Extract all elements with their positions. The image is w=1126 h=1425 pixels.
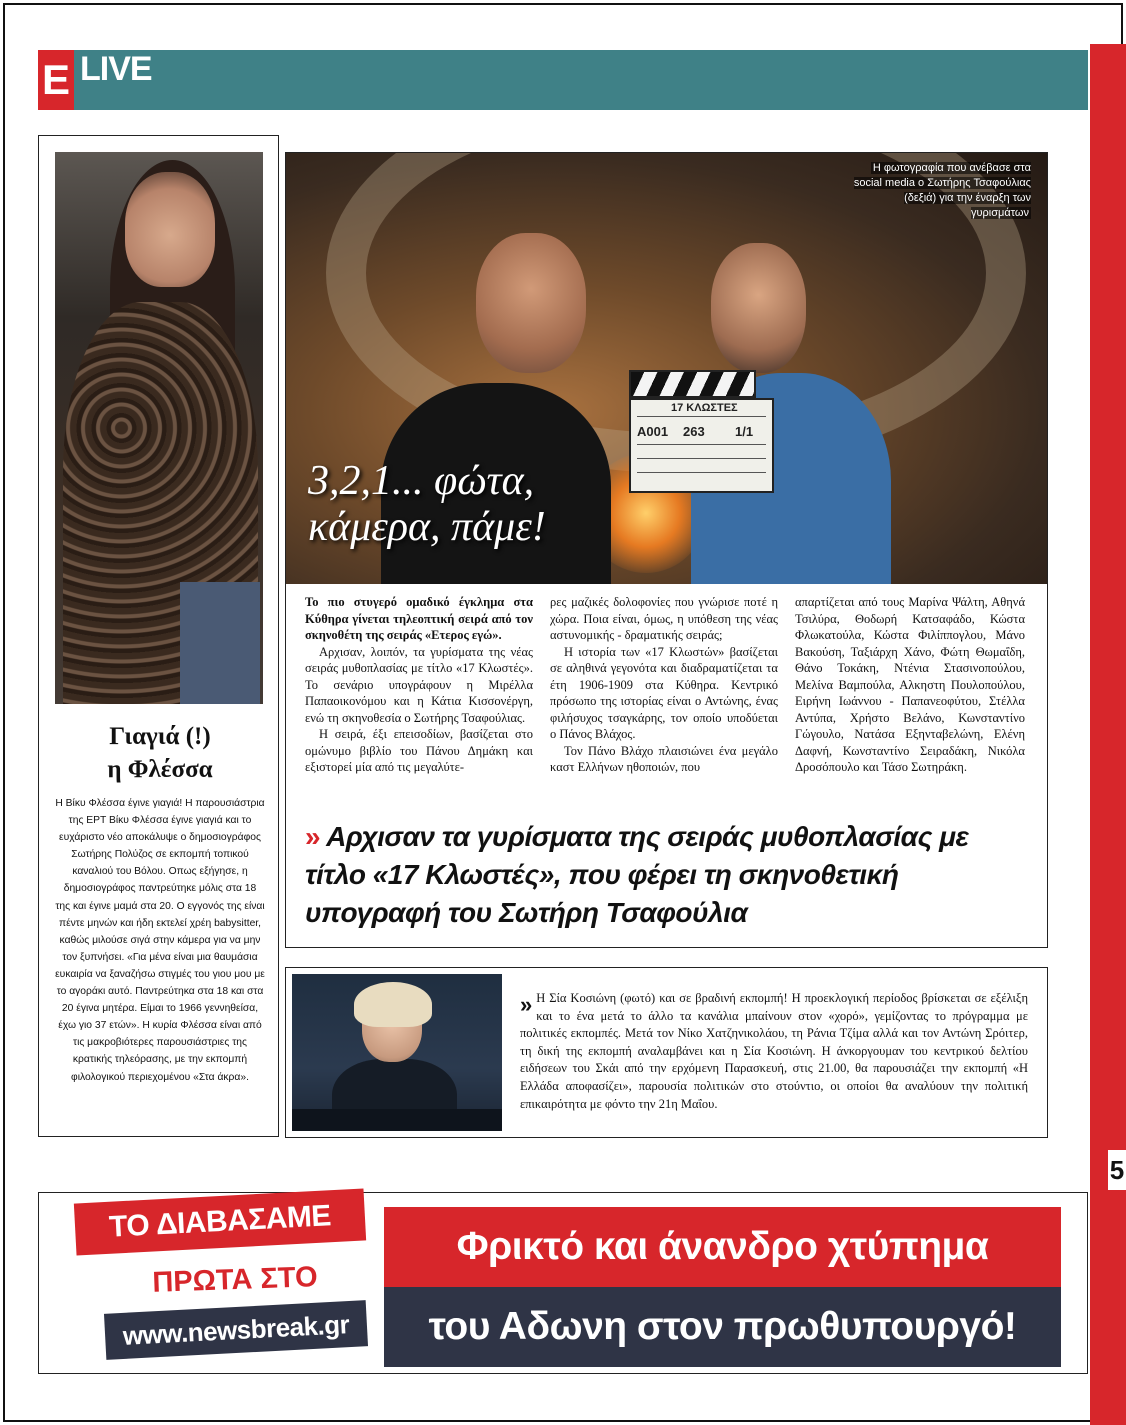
clapperboard (629, 398, 774, 493)
clapperboard-sticks (629, 370, 756, 398)
article-paragraph: Η σειρά, έξι επεισοδίων, βασίζεται στο ομώνυμο βιβλίο του Πάνου Δημάκη και εξιστορεί μία από τις μεγαλύτε- (305, 727, 533, 774)
clapper-roll: A001 (637, 424, 669, 439)
brief-photo (292, 974, 502, 1131)
promo-site-link[interactable]: www.newsbreak.gr (104, 1300, 368, 1360)
article-paragraph: Η ιστορία των «17 Κλωστών» βασίζεται σε αληθινά γεγονότα και διαδραματίζεται τα έτη 1906-1909 στα Κύθηρα. Κεντρικό πρόσωπο της ιστορίας είναι ο Αντώνης, ένας φιλήσυχος τσαγκάρης, τον οποίο υποδύεται ο Πάνος Βλάχος. (550, 644, 778, 741)
article-paragraph: Αρχισαν, λοιπόν, τα γυρίσματα της νέας σειράς μυθοπλασίας με τίτλο «17 Κλωστές». Το σενάριο υπογράφουν η Μιρέλλα Παπαοικονόμου και η Κάτια Κισσονέργη, ενώ τη σκηνοθεσία ο Σωτήρης Τσαφούλιας. (305, 644, 533, 725)
article-column-3 (795, 594, 1025, 776)
clapper-rule (637, 444, 766, 445)
quote-mark-icon: » (305, 821, 321, 852)
promo-headline-line1[interactable]: Φρικτό και άνανδρο χτύπημα (456, 1225, 989, 1268)
clapper-rule (637, 416, 766, 417)
photo-face (125, 172, 215, 287)
photo-caption-text: Η φωτογραφία που ανέβασε στα social media ο Σωτήρης Τσαφούλιας (δεξιά) για την έναρξη των γυρισμάτων (853, 162, 1031, 219)
article-column-1 (305, 594, 533, 776)
photo-desk (292, 1109, 502, 1131)
photo-jeans (180, 582, 260, 704)
brief-article-body: Η Σία Κοσιώνη (φωτό) και σε βραδινή εκπομπή! Η προεκλογική περίοδος βρίσκεται σε εξέλιξη και το ένα μετά το άλλο τα κανάλια μπαίνουν στον «χορό», γεμίζοντας το πρόγραμμα με πολιτικές εκπομπές. Μετά τον Νίκο Χατζηνικολάου, τη Ράνια Τζίμα αλλά και τον Αντώνη Σρόιτερ, τη δική της εκπομπή αναλαμβάνει και η Σία Κοσιώνη. Η άνκοργουμαν του κεντρικού δελτίου ειδήσεων του Σκάι από την ερχόμενη Παρασκευή, στις 21.00, θα παρουσιάζει την εκπομπή «Η Ελλάδα αποφασίζει», παρουσία πολιτικών στο στούντιο, οι οποίοι θα αναλύουν την πολιτική επικαιρότητα με φόντο την 21η Μαΐου. (520, 991, 1028, 1111)
logo: E (38, 50, 74, 110)
clapper-title: 17 ΚΛΩΣΤΕΣ (671, 402, 738, 414)
sidebar-title-line2: η Φλέσσα (107, 756, 213, 783)
sidebar-photo (55, 152, 263, 704)
promo-read-it-label: ΤΟ ΔΙΑΒΑΣΑΜΕ (74, 1188, 366, 1255)
main-photo (286, 153, 1047, 584)
clapper-rule (637, 472, 766, 473)
section-label: LIVE (80, 50, 152, 88)
sidebar-body: Η Βίκυ Φλέσσα έγινε γιαγιά! Η παρουσιάστρια της ΕΡΤ Βίκυ Φλέσσα έγινε γιαγιά και το ευχάριστο νέο αποκάλυψε ο δημοσιογράφος Σωτήρης Πολύζος σε εκπομπή τοπικού καναλιού του Βόλου. Οπως εξήγησε, η δημοσιογράφος παντρεύτηκε μόλις στα 18 της και έγινε μαμά στα 20. Ο εγγονός της είναι πέντε μηνών και ήδη εκτελεί χρέη babysitter, καθώς μιλούσε σιγά στην κάμερα για να μην τον ξυπνήσει. «Για μένα είναι μια θαυμάσια ευκαιρία να ξαναζήσω στιγμές του γιου μου με το αγοράκι αυτό. Παντρεύτηκα στα 18 και στα 20 έγινα μητέρα. Είμαι το 1966 γεννηθείσα, έχω γιο 37 ετών». Η κυρία Φλέσσα είναι από τις μακροβιότερες παρουσιάστριες της κρατικής τηλεόρασης, με την εκπομπή φιλολογικού περιεχομένου «Στα άκρα». (55, 798, 265, 1083)
article-paragraph: απαρτίζεται από τους Μαρίνα Ψάλτη, Αθηνά Τσιλύρα, Θοδωρή Κατσαφάδο, Κώστα Φλωκατούλα, Κώστα Φιλίππογλου, Μάνο Βακούση, Ταξιάρχη Χάνο, Φώτη Θωμαΐδη, Θάνο Τοκάκη, Ντένια Στασινοπούλου, Μελίνα Βαμπούλα, Αλκηστη Πουλοπούλου, Ειρήνη Ιωάννου - Παπανεοφύτου, Στέλλα Αντύπα, Χρήστο Βελάνο, Κωνσταντίνο Γώγουλο, Νατάσα Εξηνταβελώνη, Ελένη Δαφνή, Κωνσταντίνο Σειραδάκη, Νικόλα Δροσόπουλο και Τάσο Σωτηράκη. (795, 595, 1025, 774)
article-paragraph: ρες μαζικές δολοφονίες που γνώρισε ποτέ η χώρα. Ποια είναι, όμως, η υπόθεση της νέας αστυνομικής - δραματικής σειράς; (550, 595, 778, 642)
article-column-2 (550, 594, 778, 776)
page-edge-strip (1090, 44, 1126, 1425)
photo-person-left-face (476, 233, 586, 373)
brief-article-text (520, 990, 1028, 1113)
photo-caption (846, 161, 1031, 221)
photo-headline: 3,2,1... φώτα, κάμερα, πάμε! (308, 458, 546, 550)
photo-presenter-hair (354, 982, 432, 1027)
section-header-bar (38, 50, 1088, 110)
quote-mark-icon: » (520, 992, 533, 1017)
promo-headline-line2[interactable]: του Αδωνη στον πρωθυπουργό! (428, 1305, 1017, 1348)
promo-first-on-label: ΠΡΩΤΑ ΣΤΟ (151, 1261, 319, 1299)
clapper-rule (637, 458, 766, 459)
pull-quote (305, 818, 1035, 932)
article-paragraph: Τον Πάνο Βλάχο πλαισιώνει ένα μεγάλο καστ Ελλήνων ηθοποιών, που (550, 743, 778, 774)
clapper-take: 1/1 (735, 424, 754, 439)
page-number: 5 (1108, 1150, 1126, 1190)
photo-person-right-face (711, 243, 806, 373)
sidebar-title (55, 720, 265, 786)
sidebar-title-line1: Γιαγιά (!) (109, 723, 211, 750)
clapper-scene: 263 (683, 424, 705, 439)
article-lead: Το πιο στυγερό ομαδικό έγκλημα στα Κύθηρα γίνεται τηλεοπτική σειρά από τον σκηνοθέτη της σειράς «Ετερος εγώ». (305, 595, 533, 642)
pull-quote-text: Αρχισαν τα γυρίσματα της σειράς μυθοπλασίας με τίτλο «17 Κλωστές», που φέρει τη σκηνοθετική υπογραφή του Σωτήρη Τσαφούλια (305, 821, 969, 928)
